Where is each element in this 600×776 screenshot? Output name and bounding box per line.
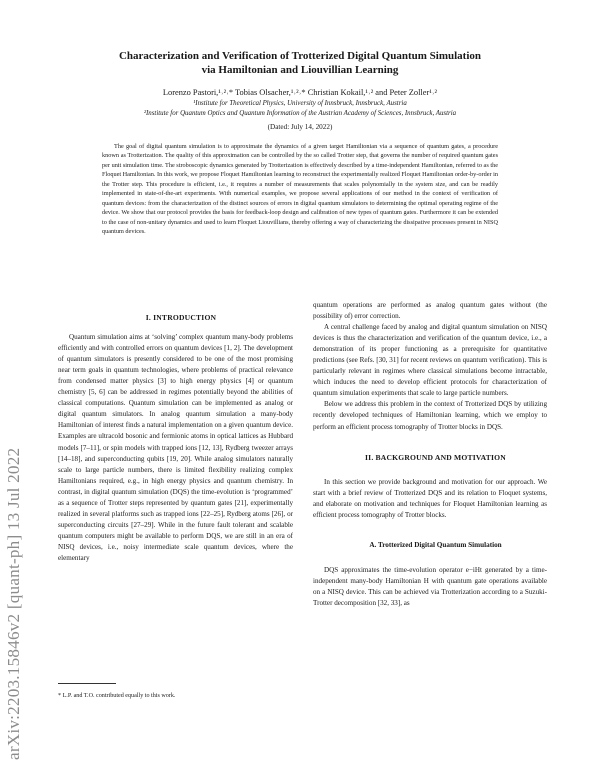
author-list: Lorenzo Pastori,¹˒²˒* Tobias Olsacher,¹˒²˒* Christian Kokail,¹˒² and Peter Zoller¹˒²: [162, 88, 438, 97]
section-heading-background: II. BACKGROUND AND MOTIVATION: [365, 452, 506, 462]
subsection-heading-trotterized-dqs: A. Trotterized Digital Quantum Simulation: [369, 540, 502, 549]
intro-paragraph: Quantum simulation aims at ‘solving’ complex quantum many-body problems efficiently and with controlled errors on quantum devices [1, 2]. The development of quantum simulators is presently considered to be one of the most promising near term goals in quantum technologies, where problems of practical relevance from condensed matter physics [3] to high energy physics [4] or quantum chemistry [5, 6] can be addressed in regimes potentially beyond the abilities of classical computations. Quantum simulation can be implemented as analog or digital quantum simulators. In analog quantum simulation a many-body Hamiltonian of interest finds a natural implementation on a given quantum device. Examples are ultracold bosonic and fermionic atoms in optical lattices as Hubbard models [7–11], or spin models with trapped ions [12, 13], Rydberg tweezer arrays [14–18], and superconducting qubits [19, 20]. While analog simulators naturally scale to large particle numbers, there is limited flexibility realizing complex Hamiltonians required, e.g., in high energy physics and quantum chemistry. In contrast, in digital quantum simulation (DQS) the time-evolution is ‘programmed’ as a sequence of Trotter steps represented by quantum gates [21], experimentally realized in several platforms such as trapped ions [22–25], Rydberg atoms [26], or superconducting circuits [27–29]. While in the future fault tolerant and scalable quantum computers might be available to perform DQS, we are still in an era of NISQ devices, i.e., noisy intermediate scale quantum devices, where the elementary: [58, 333, 293, 562]
paper-title: [0, 50, 600, 77]
challenge-paragraph: A central challenge faced by analog and digital quantum simulation on NISQ devices is thus the characterization and verification of the quantum device, i.e., a demonstration of its proper functioning as a prerequisite for quantitative predictions (see Refs. [30, 31] for recent reviews on quantum verification). This is particularly relevant in regimes where classical simulations become intractable, which induces the need to develop efficient protocols for characterization of quantum simulation experiments that scale to large particle numbers.: [313, 323, 547, 398]
address-paragraph: Below we address this problem in the context of Trotterized DQS by utilizing recently developed techniques of Hamiltonian learning, which we employ to perform an efficient process tomography of Trotter blocks in DQS.: [313, 400, 547, 431]
dated-line: (Dated: July 14, 2022): [267, 123, 333, 131]
title-line-1: Characterization and Verification of Trotterized Digital Quantum Simulation: [118, 50, 482, 62]
section-heading-introduction: I. INTRODUCTION: [145, 313, 217, 322]
affiliation-2: ²Institute for Quantum Optics and Quantum Information of the Austrian Academy of Sciences, Innsbruck, Austria: [143, 110, 457, 117]
footnote-rule: [58, 683, 116, 684]
abstract: The goal of digital quantum simulation is to approximate the dynamics of a given target Hamiltonian via a sequence of quantum gates, a procedure known as Trotterization. The quality of this approximation can be controlled by the so called Trotter step, that governs the number of required quantum gates per unit simulation time. The stroboscopic dynamics generated by Trotterization is effectively described by a time-independent Hamiltonian, referred to as the Floquet Hamiltonian. In this work, we propose Floquet Hamiltonian learning to reconstruct the experimentally realized Floquet Hamiltonian order-by-order in the Trotter step. This procedure is efficient, i.e., it requires a number of measurements that scales polynomially in the system size, and can be readily implemented in state-of-the-art experiments. With numerical examples, we propose several applications of our method in the context of verification of quantum devices: from the characterization of the distinct sources of errors in digital quantum simulators to determining the optimal operating regime of the device. We show that our protocol provides the basis for feedback-loop design and calibration of new types of quantum gates. Furthermore it can be extended to the case of non-unitary dynamics and used to learn Floquet Liouvillians, thereby offering a way of characterizing the dissipative processes present in NISQ quantum devices.: [102, 143, 498, 236]
arxiv-stamp-text: arXiv:2203.15846v2 [quant-ph] 13 Jul 2022: [4, 447, 23, 760]
left-column: [58, 312, 293, 564]
footnote: * L.P. and T.O. contributed equally to this work.: [58, 693, 176, 699]
continued-paragraph: quantum operations are performed as analog quantum gates without (the possibility of) error correction.: [313, 301, 547, 321]
dqs-paragraph: DQS approximates the time-evolution operator e−iHt generated by a time-independent many-body Hamiltonian H with quantum gate operations available on a NISQ device. This can be achieved via Trotterization according to a Suzuki-Trotter decomposition [32, 33], as: [313, 565, 547, 607]
background-paragraph: In this section we provide background and motivation for our approach. We start with a brief review of Trotterized DQS and its relation to Floquet systems, and elaborate on motivation and techniques for Floquet Hamiltonian learning as efficient process tomography of Trotter blocks.: [313, 477, 547, 519]
title-line-2: via Hamiltonian and Liouvillian Learning: [201, 63, 399, 76]
affiliation-1: ¹Institute for Theoretical Physics, University of Innsbruck, Innsbruck, Austria: [193, 100, 407, 107]
right-column: [313, 300, 547, 609]
